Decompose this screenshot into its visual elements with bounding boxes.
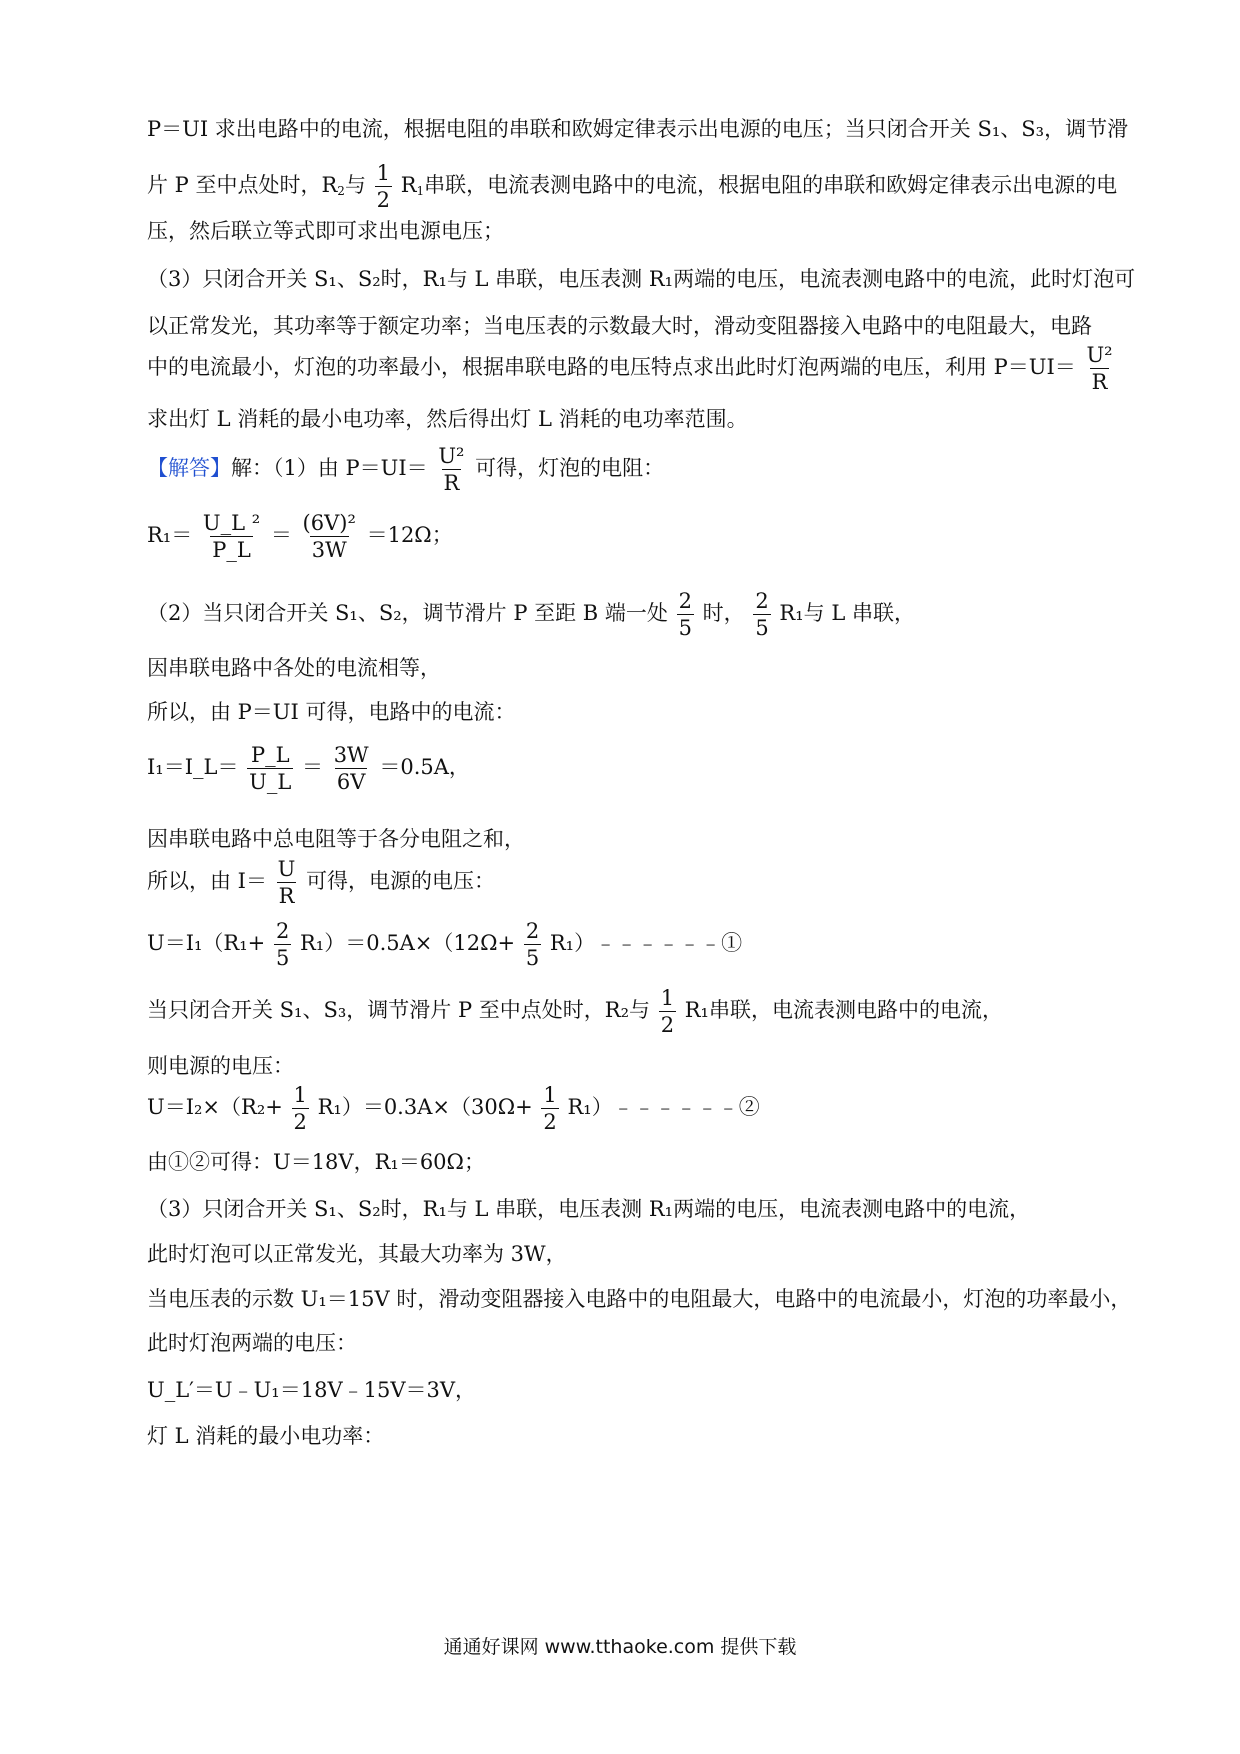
text-line: U_L′＝U﹣U₁＝18V﹣15V＝3V， [147, 1378, 477, 1402]
text-line: 因串联电路中各处的电流相等， [147, 656, 441, 680]
fraction: $\frac{U}{R}$ [277, 857, 296, 908]
fraction: $\frac{\text{U²}}{R}$ [1086, 343, 1113, 394]
fraction: $\frac{1}{2}$ [543, 1083, 557, 1134]
text-line: 当电压表的示数 U₁＝15V 时，滑动变阻器接入电路中的电阻最大，电路中的电流最小，灯泡的功率最小， [147, 1287, 1132, 1311]
text-line: 片 P 至中点处时，$R_2$与 $\frac{1}{2}$ $R_1$串联，电流表测电路中的电流，根据电阻的串联和欧姆定律表示出电源的电 [147, 161, 1118, 212]
text-line: 由①②可得：U＝18V，R₁＝60Ω； [147, 1150, 485, 1174]
fraction: $\frac{2}{5}$ [755, 589, 769, 640]
fraction: $\frac{2}{5}$ [275, 919, 290, 970]
fraction: $\frac{P\_L}{U\_L}$ [249, 743, 292, 794]
fraction: $\frac{1}{2}$ [660, 986, 675, 1037]
fraction: $\frac{\text{U\_L ²}}{P\_L}$ [202, 511, 261, 562]
text-line: （2）当只闭合开关 S₁、S₂，调节滑片 P 至距 B 端一处 $\frac{2}{5}$ 时， $\frac{2}{5}$ R₁与 L 串联， [147, 589, 915, 640]
text-line: 灯 L 消耗的最小电功率： [147, 1424, 385, 1448]
text-line: 因串联电路中总电阻等于各分电阻之和， [147, 827, 525, 851]
text-line: U＝I₁（R₁+ $\frac{2}{5}$ R₁）＝0.5A×（12Ω+ $\frac{2}{5}$ R₁）﹣﹣﹣﹣﹣﹣① [147, 919, 743, 970]
text-line: 【解答】解：（1）由 P＝UI＝ $\frac{\text{U²}}{R}$ 可得，灯泡的电阻： [147, 444, 665, 495]
text-line: 则电源的电压： [147, 1054, 294, 1078]
text-line: 此时灯泡可以正常发光，其最大功率为 3W， [147, 1242, 567, 1266]
answer-tag: 【解答】 [147, 456, 231, 480]
fraction: $\frac{\text{U²}}{R}$ [438, 444, 465, 495]
text-line: P＝UI 求出电路中的电流，根据电阻的串联和欧姆定律表示出电源的电压；当只闭合开关 S₁、S₃，调节滑 [147, 117, 1129, 141]
fraction: $\frac{3W}{6V}$ [333, 743, 369, 794]
text-line: （3）只闭合开关 S₁、S₂时，R₁与 L 串联，电压表测 R₁两端的电压，电流表测电路中的电流，此时灯泡可 [147, 267, 1136, 291]
text-line: 所以，由 I＝ $\frac{U}{R}$ 可得，电源的电压： [147, 857, 496, 908]
text-line: 中的电流最小，灯泡的功率最小，根据串联电路的电压特点求出此时灯泡两端的电压，利用 P＝UI＝ $\frac{\text{U²}}{R}$ [147, 343, 1113, 394]
fraction: $\frac{1}{2}$ [376, 161, 390, 212]
page-footer: 通通好课网 www.tthaoke.com 提供下载 [443, 1636, 797, 1658]
text-line: （3）只闭合开关 S₁、S₂时，R₁与 L 串联，电压表测 R₁两端的电压，电流表测电路中的电流， [147, 1197, 1031, 1221]
text-line: 当只闭合开关 S₁、S₃，调节滑片 P 至中点处时，R₂与 $\frac{1}{2}$ R₁串联，电流表测电路中的电流， [147, 986, 1003, 1037]
fraction: $\frac{2}{5}$ [525, 919, 540, 970]
fraction: $\frac{\text{(6V)²}}{3W}$ [302, 511, 356, 562]
text-line: U＝I₂×（R₂+ $\frac{1}{2}$ R₁）＝0.3A×（30Ω+ $\frac{1}{2}$ R₁）﹣﹣﹣﹣﹣﹣② [147, 1083, 760, 1134]
text-line: 以正常发光，其功率等于额定功率；当电压表的示数最大时，滑动变阻器接入电路中的电阻最大，电路 [147, 314, 1092, 338]
fraction: $\frac{1}{2}$ [293, 1083, 307, 1134]
fraction: $\frac{2}{5}$ [678, 589, 692, 640]
text-line: R₁＝ $\frac{\text{U\_L ²}}{P\_L}$ ＝ $\frac{\text{(6V)²}}{3W}$ ＝12Ω； [147, 511, 453, 562]
text-line: 求出灯 L 消耗的最小电功率，然后得出灯 L 消耗的电功率范围。 [147, 407, 748, 431]
text-line: 此时灯泡两端的电压： [147, 1331, 357, 1355]
text-line: I₁＝I_L＝ $\frac{P\_L}{U\_L}$ ＝ $\frac{3W}{6V}$ ＝0.5A， [147, 743, 470, 794]
text-line: 压，然后联立等式即可求出电源电压； [147, 219, 504, 243]
text-line: 所以，由 P＝UI 可得，电路中的电流： [147, 700, 516, 724]
